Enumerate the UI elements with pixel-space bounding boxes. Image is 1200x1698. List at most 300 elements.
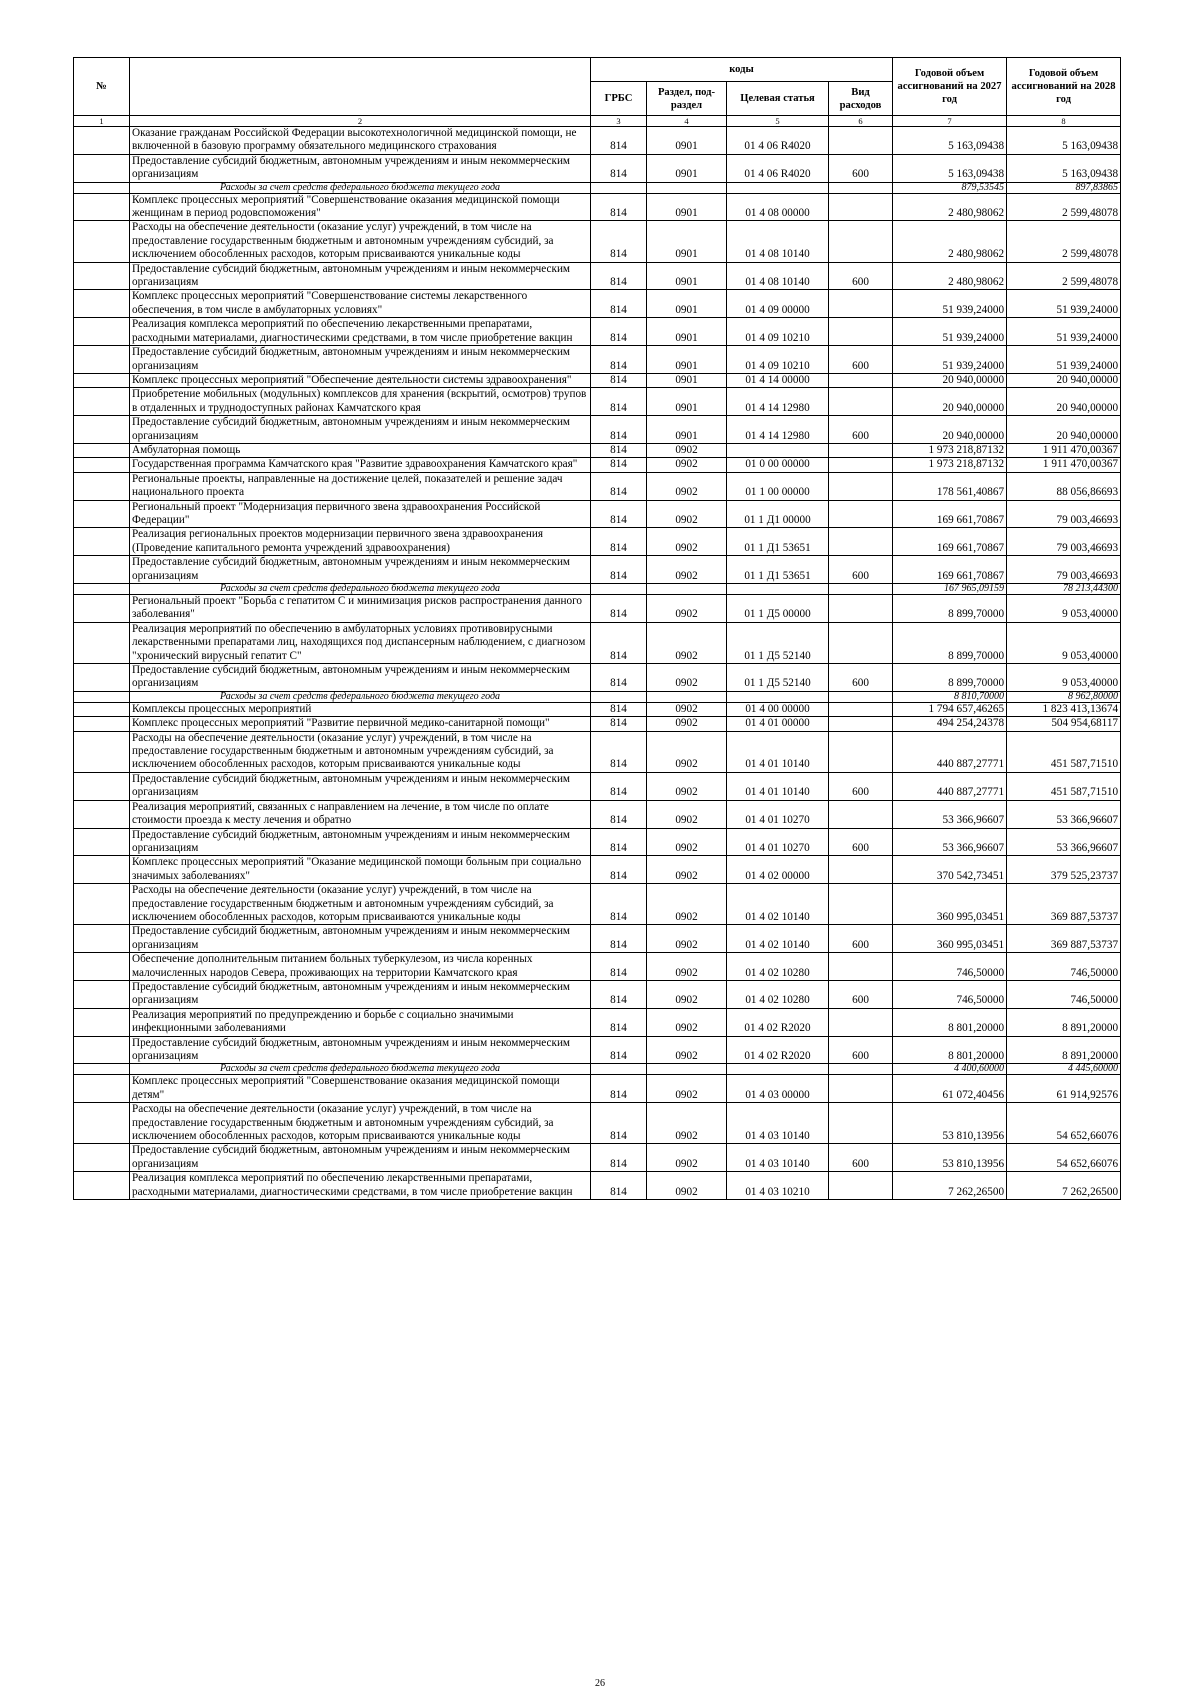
razdel-cell: 0902 xyxy=(647,443,727,457)
row-number-cell xyxy=(74,556,130,584)
target-article-cell: 01 4 02 10280 xyxy=(727,980,829,1008)
amount-2027-cell: 1 973 218,87132 xyxy=(893,443,1007,457)
table-row xyxy=(74,1008,1121,1036)
item-name-cell: Комплексы процессных мероприятий xyxy=(130,702,591,716)
target-article-cell: 01 4 03 00000 xyxy=(727,1075,829,1103)
razdel-cell: 0902 xyxy=(647,953,727,981)
amount-2028-cell: 20 940,00000 xyxy=(1007,373,1121,387)
razdel-cell: 0902 xyxy=(647,856,727,884)
grbs-cell: 814 xyxy=(591,373,647,387)
expense-type-cell xyxy=(829,472,893,500)
target-article-cell xyxy=(727,443,829,457)
razdel-cell: 0901 xyxy=(647,127,727,155)
amount-2027-cell: 8 801,20000 xyxy=(893,1008,1007,1036)
grbs-cell: 814 xyxy=(591,346,647,374)
target-article-cell: 01 1 00 00000 xyxy=(727,472,829,500)
grbs-cell: 814 xyxy=(591,556,647,584)
grbs-cell: 814 xyxy=(591,702,647,716)
table-row xyxy=(74,1075,1121,1103)
item-name-cell: Расходы на обеспечение деятельности (оказание услуг) учреждений, в том числе на предоставление государственным бюджетным и автономным учреждениям субсидий, за исключением обособленных расходов, которым присваиваются уникальные коды xyxy=(130,731,591,772)
grbs-cell: 814 xyxy=(591,800,647,828)
amount-2028-cell: 9 053,40000 xyxy=(1007,622,1121,663)
amount-2028-cell: 504 954,68117 xyxy=(1007,717,1121,731)
target-article-cell: 01 4 14 12980 xyxy=(727,416,829,444)
amount-2028-cell: 379 525,23737 xyxy=(1007,856,1121,884)
item-name-cell: Реализация мероприятий по предупреждению и борьбе с социально значимыми инфекционными заболеваниями xyxy=(130,1008,591,1036)
razdel-cell: 0902 xyxy=(647,1172,727,1200)
target-article-cell: 01 4 02 R2020 xyxy=(727,1008,829,1036)
table-row xyxy=(74,731,1121,772)
razdel-cell: 0902 xyxy=(647,884,727,925)
expense-type-cell: 600 xyxy=(829,346,893,374)
header-name xyxy=(130,58,591,116)
table-body xyxy=(74,127,1121,1200)
razdel-cell: 0901 xyxy=(647,262,727,290)
grbs-cell: 814 xyxy=(591,500,647,528)
expense-type-cell: 600 xyxy=(829,980,893,1008)
razdel-cell xyxy=(647,584,727,595)
razdel-cell: 0901 xyxy=(647,290,727,318)
item-name-cell: Предоставление субсидий бюджетным, автономным учреждениям и иным некоммерческим организациям xyxy=(130,1144,591,1172)
amount-2027-cell: 169 661,70867 xyxy=(893,500,1007,528)
row-number-cell xyxy=(74,691,130,702)
row-number-cell xyxy=(74,717,130,731)
grbs-cell: 814 xyxy=(591,925,647,953)
expense-type-cell xyxy=(829,691,893,702)
expense-type-cell: 600 xyxy=(829,772,893,800)
amount-2027-cell: 7 262,26500 xyxy=(893,1172,1007,1200)
expense-type-cell xyxy=(829,290,893,318)
target-article-cell: 01 4 01 10140 xyxy=(727,731,829,772)
amount-2028-cell: 78 213,44300 xyxy=(1007,584,1121,595)
amount-2028-cell: 51 939,24000 xyxy=(1007,318,1121,346)
page-number: 26 xyxy=(595,1678,605,1689)
item-name-cell: Амбулаторная помощь xyxy=(130,443,591,457)
amount-2028-cell: 2 599,48078 xyxy=(1007,262,1121,290)
budget-table xyxy=(73,57,1121,1200)
amount-2027-cell: 51 939,24000 xyxy=(893,290,1007,318)
amount-2027-cell: 879,53545 xyxy=(893,182,1007,193)
table-row xyxy=(74,800,1121,828)
column-number: 6 xyxy=(829,116,893,127)
expense-type-cell: 600 xyxy=(829,925,893,953)
amount-2027-cell: 20 940,00000 xyxy=(893,416,1007,444)
grbs-cell: 814 xyxy=(591,458,647,472)
item-name-cell: Региональные проекты, направленные на достижение целей, показателей и решение задач национального проекта xyxy=(130,472,591,500)
amount-2028-cell: 1 911 470,00367 xyxy=(1007,458,1121,472)
razdel-cell: 0902 xyxy=(647,828,727,856)
razdel-cell: 0902 xyxy=(647,1036,727,1064)
federal-budget-label: Расходы за счет средств федерального бюджета текущего года xyxy=(130,584,591,595)
amount-2027-cell: 1 973 218,87132 xyxy=(893,458,1007,472)
razdel-cell: 0902 xyxy=(647,458,727,472)
grbs-cell: 814 xyxy=(591,221,647,262)
target-article-cell xyxy=(727,691,829,702)
razdel-cell: 0902 xyxy=(647,980,727,1008)
target-article-cell: 01 1 Д5 52140 xyxy=(727,664,829,692)
grbs-cell: 814 xyxy=(591,856,647,884)
expense-type-cell: 600 xyxy=(829,664,893,692)
item-name-cell: Реализация мероприятий по обеспечению в амбулаторных условиях противовирусными лекарственными препаратами лиц, находящихся под диспансерным наблюдением, с диагнозом "хронический вирусный гепатит С" xyxy=(130,622,591,663)
item-name-cell: Предоставление субсидий бюджетным, автономным учреждениям и иным некоммерческим организациям xyxy=(130,262,591,290)
table-row xyxy=(74,290,1121,318)
razdel-cell: 0902 xyxy=(647,500,727,528)
expense-type-cell xyxy=(829,127,893,155)
item-name-cell: Предоставление субсидий бюджетным, автономным учреждениям и иным некоммерческим организациям xyxy=(130,772,591,800)
target-article-cell: 01 4 09 10210 xyxy=(727,318,829,346)
item-name-cell: Расходы на обеспечение деятельности (оказание услуг) учреждений, в том числе на предоставление государственным бюджетным и автономным учреждениям субсидий, за исключением обособленных расходов, которым присваиваются уникальные коды xyxy=(130,221,591,262)
razdel-cell: 0901 xyxy=(647,193,727,221)
table-row xyxy=(74,664,1121,692)
razdel-cell: 0902 xyxy=(647,717,727,731)
expense-type-cell xyxy=(829,622,893,663)
amount-2027-cell: 2 480,98062 xyxy=(893,221,1007,262)
item-name-cell: Предоставление субсидий бюджетным, автономным учреждениям и иным некоммерческим организациям xyxy=(130,556,591,584)
amount-2028-cell: 5 163,09438 xyxy=(1007,127,1121,155)
amount-2028-cell: 53 366,96607 xyxy=(1007,800,1121,828)
item-name-cell: Комплекс процессных мероприятий "Оказание медицинской помощи больным при социально значимых заболеваниях" xyxy=(130,856,591,884)
amount-2027-cell: 360 995,03451 xyxy=(893,884,1007,925)
amount-2027-cell: 53 366,96607 xyxy=(893,800,1007,828)
row-number-cell xyxy=(74,1103,130,1144)
table-row xyxy=(74,472,1121,500)
razdel-cell: 0901 xyxy=(647,346,727,374)
amount-2028-cell: 53 366,96607 xyxy=(1007,828,1121,856)
header-target-article: Целевая статья xyxy=(727,82,829,116)
item-name-cell: Предоставление субсидий бюджетным, автономным учреждениям и иным некоммерческим организациям xyxy=(130,828,591,856)
target-article-cell xyxy=(727,584,829,595)
row-number-cell xyxy=(74,584,130,595)
amount-2027-cell: 440 887,27771 xyxy=(893,772,1007,800)
razdel-cell: 0902 xyxy=(647,1075,727,1103)
table-row xyxy=(74,828,1121,856)
table-row xyxy=(74,702,1121,716)
target-article-cell: 01 4 08 10140 xyxy=(727,262,829,290)
item-name-cell: Региональный проект "Борьба с гепатитом С и минимизация рисков распространения данного заболевания" xyxy=(130,595,591,623)
expense-type-cell xyxy=(829,388,893,416)
amount-2027-cell: 8 899,70000 xyxy=(893,595,1007,623)
amount-2028-cell: 9 053,40000 xyxy=(1007,664,1121,692)
header-year-2027: Годовой объем ассигнований на 2027 год xyxy=(893,58,1007,116)
table-row xyxy=(74,528,1121,556)
grbs-cell: 814 xyxy=(591,1036,647,1064)
item-name-cell: Реализация комплекса мероприятий по обеспечению лекарственными препаратами, расходными материалами, диагностическими средствами, в том числе приобретение вакцин xyxy=(130,318,591,346)
amount-2028-cell: 51 939,24000 xyxy=(1007,346,1121,374)
row-number-cell xyxy=(74,1064,130,1075)
razdel-cell: 0902 xyxy=(647,472,727,500)
target-article-cell: 01 4 02 10140 xyxy=(727,925,829,953)
grbs-cell: 814 xyxy=(591,980,647,1008)
target-article-cell: 01 4 14 00000 xyxy=(727,373,829,387)
expense-type-cell: 600 xyxy=(829,556,893,584)
amount-2028-cell: 451 587,71510 xyxy=(1007,772,1121,800)
grbs-cell: 814 xyxy=(591,953,647,981)
item-name-cell: Оказание гражданам Российской Федерации высокотехнологичной медицинской помощи, не включенной в базовую программу обязательного медицинского страхования xyxy=(130,127,591,155)
amount-2027-cell: 178 561,40867 xyxy=(893,472,1007,500)
expense-type-cell xyxy=(829,1172,893,1200)
amount-2028-cell: 9 053,40000 xyxy=(1007,595,1121,623)
grbs-cell: 814 xyxy=(591,472,647,500)
target-article-cell: 01 1 Д1 53651 xyxy=(727,528,829,556)
amount-2028-cell: 451 587,71510 xyxy=(1007,731,1121,772)
header-razdel: Раздел, под-раздел xyxy=(647,82,727,116)
amount-2027-cell: 8 899,70000 xyxy=(893,622,1007,663)
federal-budget-label: Расходы за счет средств федерального бюджета текущего года xyxy=(130,182,591,193)
razdel-cell: 0901 xyxy=(647,416,727,444)
item-name-cell: Комплекс процессных мероприятий "Совершенствование системы лекарственного обеспечения, в том числе в амбулаторных условиях" xyxy=(130,290,591,318)
grbs-cell: 814 xyxy=(591,154,647,182)
expense-type-cell xyxy=(829,717,893,731)
row-number-cell xyxy=(74,980,130,1008)
grbs-cell: 814 xyxy=(591,1008,647,1036)
razdel-cell: 0902 xyxy=(647,1103,727,1144)
amount-2028-cell: 4 445,60000 xyxy=(1007,1064,1121,1075)
row-number-cell xyxy=(74,772,130,800)
table-row xyxy=(74,556,1121,584)
amount-2028-cell: 54 652,66076 xyxy=(1007,1144,1121,1172)
amount-2028-cell: 88 056,86693 xyxy=(1007,472,1121,500)
item-name-cell: Предоставление субсидий бюджетным, автономным учреждениям и иным некоммерческим организациям xyxy=(130,346,591,374)
expense-type-cell xyxy=(829,584,893,595)
expense-type-cell xyxy=(829,1103,893,1144)
federal-budget-row xyxy=(74,691,1121,702)
grbs-cell: 814 xyxy=(591,416,647,444)
amount-2028-cell: 20 940,00000 xyxy=(1007,416,1121,444)
expense-type-cell: 600 xyxy=(829,262,893,290)
table-row xyxy=(74,980,1121,1008)
table-row xyxy=(74,416,1121,444)
target-article-cell: 01 4 02 10140 xyxy=(727,884,829,925)
table-row xyxy=(74,884,1121,925)
grbs-cell: 814 xyxy=(591,622,647,663)
row-number-cell xyxy=(74,193,130,221)
grbs-cell: 814 xyxy=(591,443,647,457)
item-name-cell: Обеспечение дополнительным питанием больных туберкулезом, из числа коренных малочисленных народов Севера, проживающих на территории Камчатского края xyxy=(130,953,591,981)
row-number-cell xyxy=(74,856,130,884)
item-name-cell: Расходы на обеспечение деятельности (оказание услуг) учреждений, в том числе на предоставление государственным бюджетным и автономным учреждениям субсидий, за исключением обособленных расходов, которым присваиваются уникальные коды xyxy=(130,1103,591,1144)
target-article-cell: 01 4 02 10280 xyxy=(727,953,829,981)
expense-type-cell xyxy=(829,318,893,346)
item-name-cell: Реализация региональных проектов модернизации первичного звена здравоохранения (Проведение капитального ремонта учреждений здравоохранения) xyxy=(130,528,591,556)
expense-type-cell xyxy=(829,182,893,193)
amount-2028-cell: 54 652,66076 xyxy=(1007,1103,1121,1144)
grbs-cell: 814 xyxy=(591,664,647,692)
expense-type-cell: 600 xyxy=(829,828,893,856)
table-row xyxy=(74,856,1121,884)
amount-2027-cell: 51 939,24000 xyxy=(893,318,1007,346)
expense-type-cell xyxy=(829,884,893,925)
item-name-cell: Комплекс процессных мероприятий "Развитие первичной медико-санитарной помощи" xyxy=(130,717,591,731)
item-name-cell: Региональный проект "Модернизация первичного звена здравоохранения Российской Федерации" xyxy=(130,500,591,528)
amount-2027-cell: 2 480,98062 xyxy=(893,193,1007,221)
item-name-cell: Предоставление субсидий бюджетным, автономным учреждениям и иным некоммерческим организациям xyxy=(130,664,591,692)
expense-type-cell xyxy=(829,1075,893,1103)
target-article-cell xyxy=(727,182,829,193)
row-number-cell xyxy=(74,221,130,262)
row-number-cell xyxy=(74,622,130,663)
amount-2027-cell: 360 995,03451 xyxy=(893,925,1007,953)
row-number-cell xyxy=(74,884,130,925)
expense-type-cell xyxy=(829,731,893,772)
razdel-cell: 0902 xyxy=(647,595,727,623)
row-number-cell xyxy=(74,953,130,981)
razdel-cell: 0902 xyxy=(647,664,727,692)
amount-2027-cell: 8 801,20000 xyxy=(893,1036,1007,1064)
grbs-cell: 814 xyxy=(591,1172,647,1200)
target-article-cell: 01 4 01 10140 xyxy=(727,772,829,800)
amount-2027-cell: 494 254,24378 xyxy=(893,717,1007,731)
grbs-cell: 814 xyxy=(591,731,647,772)
razdel-cell: 0901 xyxy=(647,221,727,262)
target-article-cell xyxy=(727,1064,829,1075)
row-number-cell xyxy=(74,925,130,953)
table-row xyxy=(74,262,1121,290)
amount-2028-cell: 897,83865 xyxy=(1007,182,1121,193)
row-number-cell xyxy=(74,373,130,387)
item-name-cell: Государственная программа Камчатского края "Развитие здравоохранения Камчатского края" xyxy=(130,458,591,472)
expense-type-cell xyxy=(829,595,893,623)
grbs-cell: 814 xyxy=(591,1103,647,1144)
razdel-cell xyxy=(647,182,727,193)
table-row xyxy=(74,595,1121,623)
target-article-cell: 01 4 01 00000 xyxy=(727,717,829,731)
amount-2028-cell: 746,50000 xyxy=(1007,980,1121,1008)
row-number-cell xyxy=(74,595,130,623)
column-number: 5 xyxy=(727,116,829,127)
razdel-cell: 0902 xyxy=(647,800,727,828)
row-number-cell xyxy=(74,1075,130,1103)
row-number-cell xyxy=(74,262,130,290)
expense-type-cell xyxy=(829,856,893,884)
expense-type-cell: 600 xyxy=(829,416,893,444)
grbs-cell: 814 xyxy=(591,884,647,925)
grbs-cell: 814 xyxy=(591,193,647,221)
table-row xyxy=(74,346,1121,374)
amount-2027-cell: 20 940,00000 xyxy=(893,388,1007,416)
razdel-cell: 0902 xyxy=(647,925,727,953)
column-numbers-row xyxy=(74,116,1121,127)
row-number-cell xyxy=(74,664,130,692)
table-row xyxy=(74,500,1121,528)
expense-type-cell xyxy=(829,500,893,528)
amount-2028-cell: 8 891,20000 xyxy=(1007,1008,1121,1036)
amount-2027-cell: 8 810,70000 xyxy=(893,691,1007,702)
item-name-cell: Предоставление субсидий бюджетным, автономным учреждениям и иным некоммерческим организациям xyxy=(130,925,591,953)
amount-2028-cell: 8 962,80000 xyxy=(1007,691,1121,702)
grbs-cell: 814 xyxy=(591,595,647,623)
amount-2028-cell: 79 003,46693 xyxy=(1007,528,1121,556)
amount-2027-cell: 53 366,96607 xyxy=(893,828,1007,856)
item-name-cell: Расходы на обеспечение деятельности (оказание услуг) учреждений, в том числе на предоставление государственным бюджетным и автономным учреждениям субсидий, за исключением обособленных расходов, которым присваиваются уникальные коды xyxy=(130,884,591,925)
federal-budget-label: Расходы за счет средств федерального бюджета текущего года xyxy=(130,1064,591,1075)
razdel-cell xyxy=(647,1064,727,1075)
federal-budget-label: Расходы за счет средств федерального бюджета текущего года xyxy=(130,691,591,702)
table-row xyxy=(74,925,1121,953)
row-number-cell xyxy=(74,800,130,828)
expense-type-cell: 600 xyxy=(829,1144,893,1172)
column-number: 8 xyxy=(1007,116,1121,127)
target-article-cell: 01 4 03 10140 xyxy=(727,1103,829,1144)
razdel-cell xyxy=(647,691,727,702)
federal-budget-row xyxy=(74,182,1121,193)
grbs-cell: 814 xyxy=(591,772,647,800)
razdel-cell: 0902 xyxy=(647,1008,727,1036)
row-number-cell xyxy=(74,828,130,856)
table-row xyxy=(74,154,1121,182)
amount-2027-cell: 4 400,60000 xyxy=(893,1064,1007,1075)
target-article-cell: 01 4 09 10210 xyxy=(727,346,829,374)
column-number: 3 xyxy=(591,116,647,127)
amount-2028-cell: 746,50000 xyxy=(1007,953,1121,981)
grbs-cell xyxy=(591,584,647,595)
header-expense-type: Вид расходов xyxy=(829,82,893,116)
expense-type-cell xyxy=(829,193,893,221)
razdel-cell: 0902 xyxy=(647,731,727,772)
table-row xyxy=(74,193,1121,221)
table-row xyxy=(74,373,1121,387)
grbs-cell: 814 xyxy=(591,290,647,318)
row-number-cell xyxy=(74,127,130,155)
grbs-cell: 814 xyxy=(591,528,647,556)
row-number-cell xyxy=(74,1036,130,1064)
amount-2027-cell: 53 810,13956 xyxy=(893,1103,1007,1144)
row-number-cell xyxy=(74,458,130,472)
razdel-cell: 0901 xyxy=(647,318,727,346)
razdel-cell: 0901 xyxy=(647,373,727,387)
razdel-cell: 0901 xyxy=(647,388,727,416)
row-number-cell xyxy=(74,702,130,716)
expense-type-cell xyxy=(829,953,893,981)
table-row xyxy=(74,772,1121,800)
expense-type-cell xyxy=(829,1008,893,1036)
row-number-cell xyxy=(74,154,130,182)
row-number-cell xyxy=(74,416,130,444)
column-number: 4 xyxy=(647,116,727,127)
amount-2028-cell: 1 911 470,00367 xyxy=(1007,443,1121,457)
item-name-cell: Комплекс процессных мероприятий "Совершенствование оказания медицинской помощи детям" xyxy=(130,1075,591,1103)
column-number: 7 xyxy=(893,116,1007,127)
expense-type-cell xyxy=(829,1064,893,1075)
row-number-cell xyxy=(74,1008,130,1036)
grbs-cell: 814 xyxy=(591,262,647,290)
expense-type-cell xyxy=(829,458,893,472)
expense-type-cell xyxy=(829,702,893,716)
target-article-cell: 01 4 01 10270 xyxy=(727,800,829,828)
row-number-cell xyxy=(74,528,130,556)
razdel-cell: 0902 xyxy=(647,772,727,800)
row-number-cell xyxy=(74,318,130,346)
amount-2028-cell: 2 599,48078 xyxy=(1007,193,1121,221)
item-name-cell: Комплекс процессных мероприятий "Совершенствование оказания медицинской помощи женщинам в период родовспоможения" xyxy=(130,193,591,221)
item-name-cell: Предоставление субсидий бюджетным, автономным учреждениям и иным некоммерческим организациям xyxy=(130,1036,591,1064)
target-article-cell: 01 4 06 R4020 xyxy=(727,154,829,182)
grbs-cell: 814 xyxy=(591,127,647,155)
grbs-cell: 814 xyxy=(591,717,647,731)
grbs-cell xyxy=(591,691,647,702)
amount-2027-cell: 2 480,98062 xyxy=(893,262,1007,290)
expense-type-cell xyxy=(829,221,893,262)
item-name-cell: Предоставление субсидий бюджетным, автономным учреждениям и иным некоммерческим организациям xyxy=(130,154,591,182)
amount-2027-cell: 5 163,09438 xyxy=(893,127,1007,155)
header-codes: коды xyxy=(591,58,893,82)
target-article-cell: 01 4 06 R4020 xyxy=(727,127,829,155)
row-number-cell xyxy=(74,290,130,318)
target-article-cell: 01 1 Д5 00000 xyxy=(727,595,829,623)
target-article-cell: 01 0 00 00000 xyxy=(727,458,829,472)
target-article-cell: 01 4 02 00000 xyxy=(727,856,829,884)
table-row xyxy=(74,622,1121,663)
item-name-cell: Реализация комплекса мероприятий по обеспечению лекарственными препаратами, расходными материалами, диагностическими средствами, в том числе приобретение вакцин xyxy=(130,1172,591,1200)
